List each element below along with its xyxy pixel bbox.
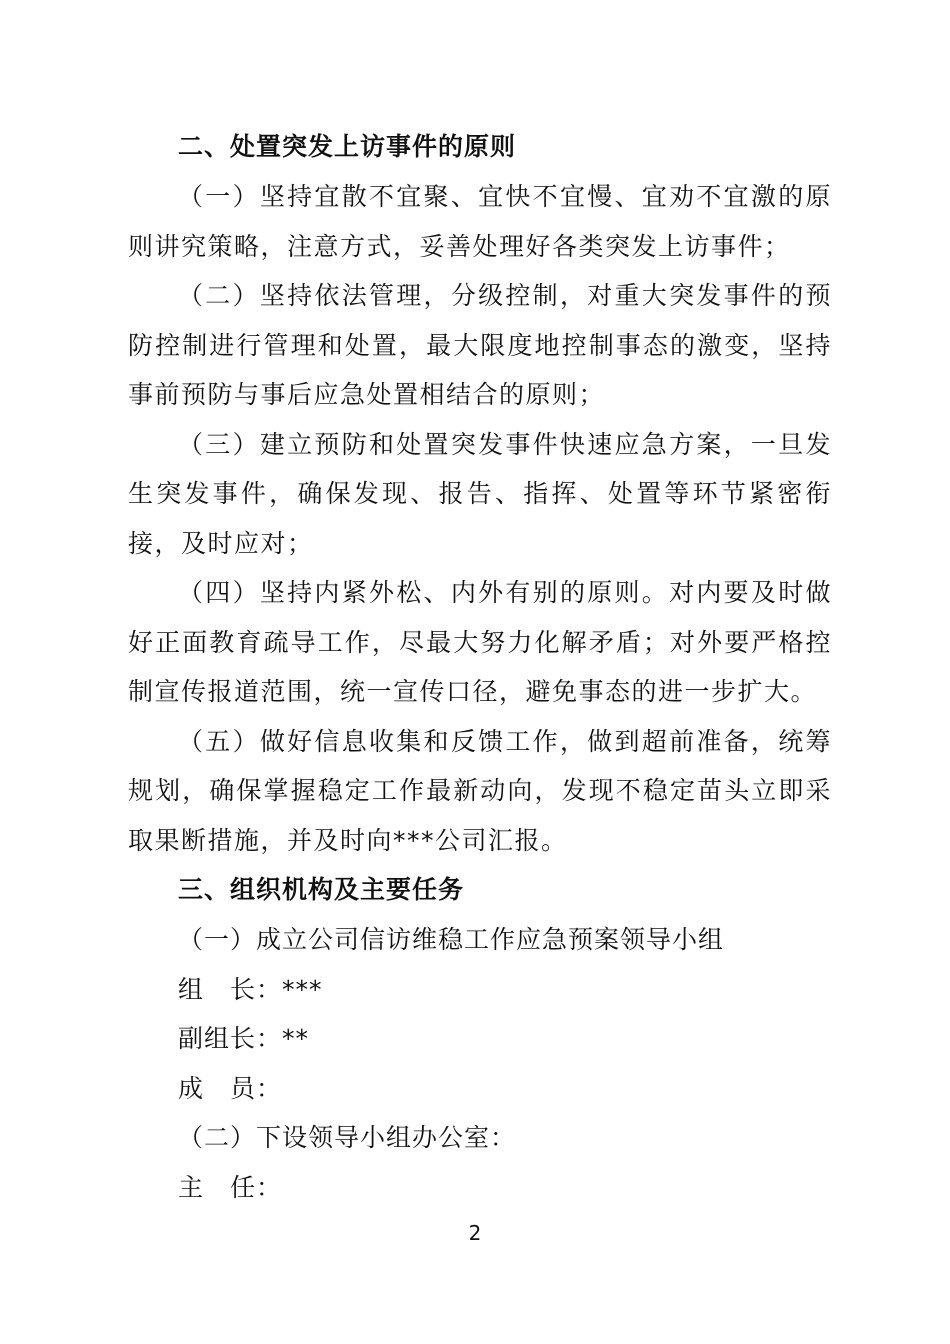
- principle-paragraph-5: （五）做好信息收集和反馈工作，做到超前准备，统筹规划，确保掌握稳定工作最新动向，发现不稳定苗头立即采取果断措施，并及时向***公司汇报。: [128, 726, 832, 855]
- organization-line-members: 成 员：: [178, 1073, 283, 1103]
- page-number: 2: [468, 1221, 482, 1245]
- organization-line-group-leader: 组 长：***: [178, 974, 323, 1004]
- principle-paragraph-3: （三）建立预防和处置突发事件快速应急方案，一旦发生突发事件，确保发现、报告、指挥、处置等环节紧密衔接，及时应对；: [128, 429, 832, 558]
- principle-paragraph-1: （一）坚持宜散不宜聚、宜快不宜慢、宜劝不宜激的原则讲究策略，注意方式，妥善处理好各类突发上访事件；: [128, 182, 832, 261]
- principle-paragraph-2: （二）坚持依法管理，分级控制，对重大突发事件的预防控制进行管理和处置，最大限度地控制事态的激变，坚持事前预防与事后应急处置相结合的原则；: [128, 281, 832, 409]
- document-body: [128, 122, 832, 1212]
- organization-line-leading-group: （一）成立公司信访维稳工作应急预案领导小组: [178, 925, 725, 954]
- section-heading-principles: 二、处置突发上访事件的原则: [178, 132, 517, 161]
- organization-line-deputy-leader: 副组长：**: [178, 1024, 310, 1053]
- organization-line-director: 主 任：: [178, 1172, 283, 1202]
- section-heading-organization: 三、组织机构及主要任务: [178, 875, 465, 904]
- organization-line-office: （二）下设领导小组办公室：: [178, 1123, 517, 1152]
- principle-paragraph-4: （四）坚持内紧外松、内外有别的原则。对内要及时做好正面教育疏导工作，尽最大努力化解矛盾；对外要严格控制宣传报道范围，统一宣传口径，避免事态的进一步扩大。: [128, 578, 832, 706]
